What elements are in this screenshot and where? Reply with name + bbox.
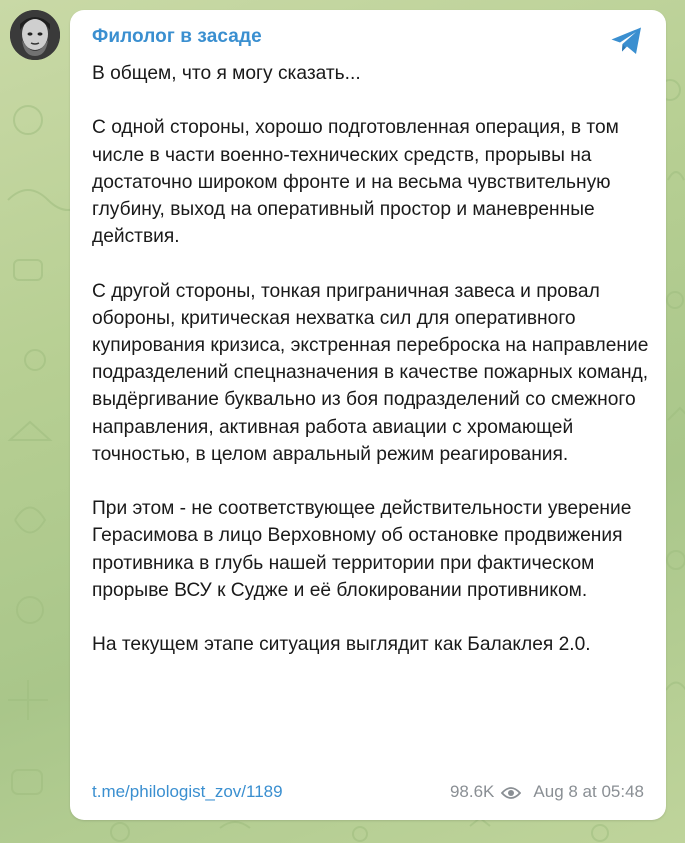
message-bubble <box>70 10 666 820</box>
message-text <box>92 60 652 658</box>
message-paragraph: При этом - не соответствующее действительности уверение Герасимова в лицо Верховному об остановке продвижения противника в глубь нашей территории при фактическом прорыве ВСУ к Судже и её блокировании противником. <box>92 498 632 601</box>
channel-avatar[interactable] <box>10 10 60 60</box>
message-paragraph: На текущем этапе ситуация выглядит как Балаклея 2.0. <box>92 634 591 656</box>
eye-icon <box>501 785 521 799</box>
message-footer <box>92 782 644 804</box>
message-paragraph: В общем, что я могу сказать... <box>92 63 361 84</box>
channel-name[interactable]: Филолог в засаде <box>92 26 262 47</box>
avatar-image <box>10 10 60 60</box>
telegram-plane-glyph <box>610 26 644 56</box>
message-paragraph: С другой стороны, тонкая приграничная завеса и провал обороны, критическая нехватка сил для оперативного купирования кризиса, экстренная переброска на направление подразделений спецназначения в качестве пожарных команд, выдёргивание буквально из боя подразделений со смежного направления, активная работа авиации с хромающей точностью, в целом авральный режим реагирования. <box>92 280 649 465</box>
telegram-icon[interactable] <box>610 26 644 56</box>
message-meta <box>450 782 644 802</box>
view-count: 98.6K <box>449 782 495 801</box>
post-link[interactable]: t.me/philologist_zov/1189 <box>92 782 283 801</box>
message-paragraph: С одной стороны, хорошо подготовленная операция, в том числе в части военно-технических средств, прорывы на достаточно широком фронте и на весьма чувствительную глубину, выход на оперативный простор и маневренные действия. <box>92 117 619 248</box>
message-date: Aug 8 at 05:48 <box>533 782 644 801</box>
eye-glyph <box>501 786 521 800</box>
